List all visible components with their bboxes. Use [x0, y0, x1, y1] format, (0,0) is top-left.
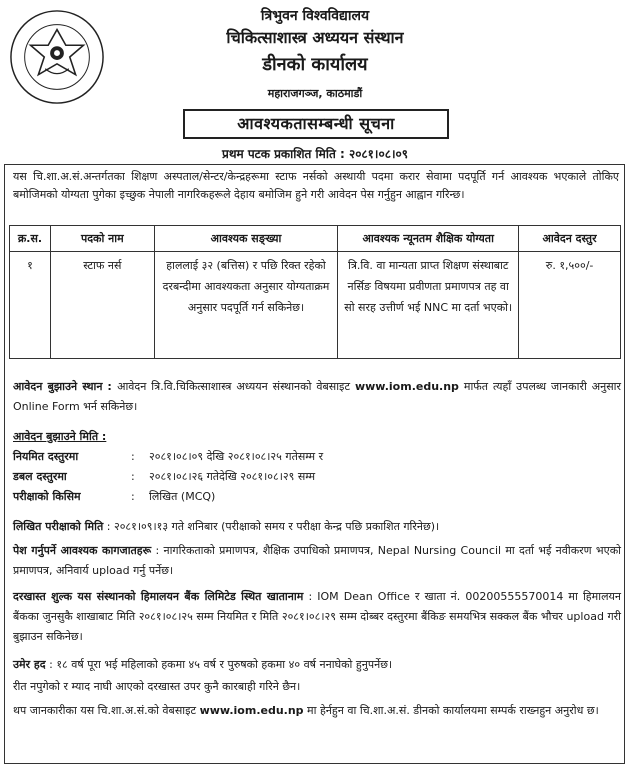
regular-fee-value: २०८१।०८।०९ देखि २०८१।०८।२५ गतेसम्म र: [149, 450, 324, 463]
application-place-text: आवेदन त्रि.वि.चिकित्साशास्त्र अध्ययन संस्थानको वेबसाइट: [117, 380, 351, 393]
col-header-sn: क्र.स.: [10, 226, 51, 252]
cell-qualification: त्रि.वि. वा मान्यता प्राप्त शिक्षण संस्थाबाट नर्सिङ विषयमा प्रवीणता प्रमाणपत्र तह वा सो सरह उत्तीर्ण भई NNC मा दर्ता भएको।: [338, 252, 519, 359]
fee-account-value: IOM Dean Office र खाता नं. 00200555570014 मा हिमालयन बैंकका जुनसुकै शाखाबाट मिति २०८१।०८।२५ सम्म नियमित र मिति २०८१।०८।२९ सम्म दोब्बर दस्तुरमा बैंकिङ समयभित्र सक्कल बैंक भौचर upload गरी बुझाउन सकिनेछ।: [13, 590, 622, 643]
institute-name: चिकित्साशास्त्र अध्ययन संस्थान: [226, 28, 404, 47]
table-header-row: [10, 226, 621, 252]
col-header-post: पदको नाम: [50, 226, 154, 252]
office-address: महाराजगञ्ज, काठमाडौं: [267, 87, 363, 100]
regular-fee-row: नियमित दस्तुरमा : २०८१।०८।०९ देखि २०८१।०८।२५ गतेसम्म र: [13, 447, 621, 467]
exam-type-row: परीक्षाको किसिम : लिखित (MCQ): [13, 487, 621, 507]
application-place-text-after: मार्फत त्यहाँ उपलब्ध जानकारी अनुसार Online Form भर्न सकिनेछ।: [13, 380, 622, 413]
age-limit-label: उमेर हद: [13, 658, 46, 671]
exam-type-label: परीक्षाको किसिम: [13, 490, 81, 503]
written-exam-value: २०८१।०९।१३ गते शनिबार (परीक्षाको समय र परीक्षा केन्द्र पछि प्रकाशित गरिनेछ)।: [113, 520, 440, 533]
application-date-label: आवेदन बुझाउने मिति :: [13, 430, 107, 443]
notice-title: आवश्यकतासम्बन्धी सूचना: [183, 109, 449, 139]
age-limit-value: १८ वर्ष पूरा भई महिलाको हकमा ४५ वर्ष र पुरुषको हकमा ४० वर्ष ननाघेको हुनुपर्नेछ।: [56, 658, 393, 671]
office-name: डीनको कार्यालय: [262, 54, 368, 75]
notice-body: [4, 164, 625, 764]
vacancy-table: [9, 225, 621, 359]
double-fee-row: डबल दस्तुरमा : २०८१।०८।२६ गतेदेखि २०८१।०८।२९ सम्म: [13, 467, 621, 487]
fee-account-section: दरखास्त शुल्क यस संस्थानको हिमालयन बैंक लिमिटेड स्थित खातानाम : IOM Dean Office र खाता नं. 00200555570014 मा हिमालयन बैंकका जुनसुकै शाखाबाट मिति २०८१।०८।२५ सम्म नियमित र मिति २०८१।०८।२९ सम्म दोब्बर दस्तुरमा बैंकिङ समयभित्र सक्कल बैंक भौचर upload गरी बुझाउन सकिनेछ।: [13, 590, 622, 643]
col-header-number: आवश्यक सङ्ख्या: [154, 226, 338, 252]
cell-post: स्टाफ नर्स: [50, 252, 154, 359]
application-date-section: [13, 427, 621, 507]
application-place-label: आवेदन बुझाउने स्थान: [13, 380, 103, 393]
footer-text: थप जानकारीका यस चि.शा.अ.सं.को वेबसाइट: [13, 704, 197, 717]
col-header-qualification: आवश्यक न्यूनतम शैक्षिक योग्यता: [338, 226, 519, 252]
rejection-note: रीत नपुगेको र म्याद नाघी आएको दरखास्त उपर कुनै कारबाही गरिने छैन।: [13, 680, 301, 693]
col-header-fee: आवेदन दस्तुर: [519, 226, 621, 252]
table-row: [10, 252, 621, 359]
written-exam-label: लिखित परीक्षाको मिति: [13, 520, 104, 533]
footer-website-link[interactable]: www.iom.edu.np: [199, 704, 304, 717]
cell-number: हाललाई ३२ (बत्तिस) र पछि रिक्त रहेको दरबन्दीमा आवश्यकता अनुसार योग्यताक्रम अनुसार पदपूर्ति गर्न सकिनेछ।: [154, 252, 338, 359]
intro-paragraph: यस चि.शा.अ.सं.अन्तर्गतका शिक्षण अस्पताल/सेन्टर/केन्द्रहरूमा स्टाफ नर्सको अस्थायी पदमा करार सेवामा पदपूर्ति गर्न आवश्यक भएकाले तोकिए बमोजिमको योग्यता पुगेका इच्छुक नेपाली नागरिकहरूले देहाय बमोजिम हुने गरी आवेदन पेस गर्नुहुन आह्वान गरिन्छ।: [13, 170, 619, 201]
double-fee-label: डबल दस्तुरमा: [13, 470, 67, 483]
cell-fee: रु. १,५००/-: [519, 252, 621, 359]
published-date-line: [0, 145, 630, 162]
regular-fee-label: नियमित दस्तुरमा: [13, 450, 79, 463]
published-date-label: प्रथम पटक प्रकाशित मिति :: [222, 147, 345, 161]
documents-value: नागरिकताको प्रमाणपत्र, शैक्षिक उपाधिको प्रमाणपत्र, Nepal Nursing Council मा दर्ता भई नवीकरण भएको प्रमाणपत्र, अनिवार्य upload गर्नु पर्नेछ।: [13, 544, 622, 577]
age-limit-section: उमेर हद : १८ वर्ष पूरा भई महिलाको हकमा ४५ वर्ष र पुरुषको हकमा ४० वर्ष ननाघेको हुनुपर्नेछ।: [13, 658, 393, 671]
exam-type-value: लिखित (MCQ): [149, 490, 216, 503]
application-place-section: आवेदन बुझाउने स्थान : आवेदन त्रि.वि.चिकित्साशास्त्र अध्ययन संस्थानको वेबसाइट www.iom.edu.np मार्फत त्यहाँ उपलब्ध जानकारी अनुसार Online Form भर्न सकिनेछ।: [13, 380, 622, 413]
documents-label: पेश गर्नुपर्ने आवश्यक कागजातहरू: [13, 544, 152, 557]
footer-text-after: मा हेर्नहुन वा चि.शा.अ.सं. डीनको कार्यालयमा सम्पर्क राख्नहुन अनुरोध छ।: [307, 704, 599, 717]
footer-section: [13, 701, 621, 721]
cell-sn: १: [10, 252, 51, 359]
fee-account-label: दरखास्त शुल्क यस संस्थानको हिमालयन बैंक लिमिटेड स्थित खातानाम: [13, 590, 304, 603]
written-exam-section: लिखित परीक्षाको मिति : २०८१।०९।१३ गते शनिबार (परीक्षाको समय र परीक्षा केन्द्र पछि प्रकाशित गरिनेछ)।: [13, 520, 440, 533]
university-name: त्रिभुवन विश्वविद्यालय: [260, 8, 370, 24]
published-date: २०८१।०८।०९: [348, 147, 408, 161]
double-fee-value: २०८१।०८।२६ गतेदेखि २०८१।०८।२९ सम्म: [149, 470, 316, 483]
application-website-link[interactable]: www.iom.edu.np: [354, 380, 459, 393]
documents-section: पेश गर्नुपर्ने आवश्यक कागजातहरू : नागरिकताको प्रमाणपत्र, शैक्षिक उपाधिको प्रमाणपत्र, Nepal Nursing Council मा दर्ता भई नवीकरण भएको प्रमाणपत्र, अनिवार्य upload गर्नु पर्नेछ।: [13, 544, 622, 577]
